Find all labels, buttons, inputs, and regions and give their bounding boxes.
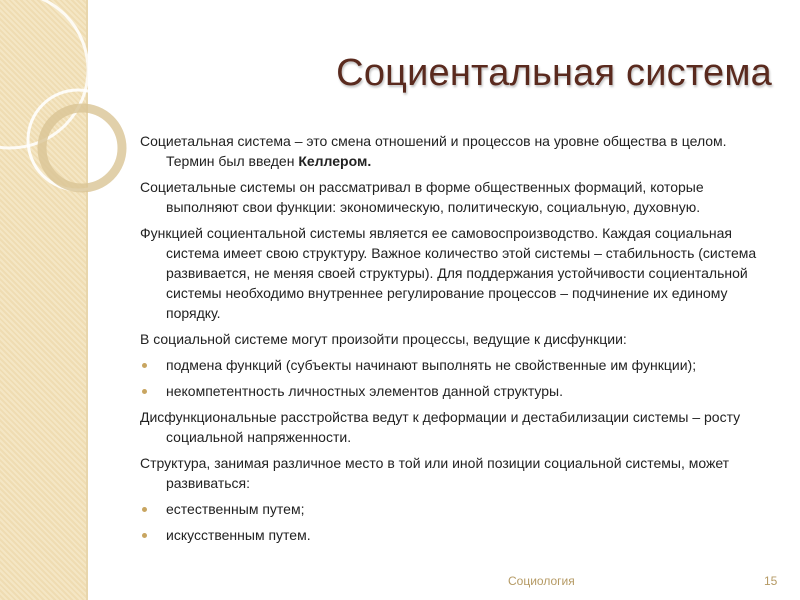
bullet-item bbox=[140, 525, 764, 545]
slide-content bbox=[140, 131, 764, 551]
bullet-text: искусственным путем. bbox=[166, 527, 311, 543]
bullet-item bbox=[140, 499, 764, 519]
paragraph: Структура, занимая различное место в той или иной позиции социальной системы, может развиваться: bbox=[140, 455, 730, 491]
paragraph: Социетальные системы он рассматривал в форме общественных формаций, которые выполняют свои функции: экономическую, политическую, социальную, духовную. bbox=[140, 179, 704, 215]
paragraph-text: Социетальная система – это смена отношений и процессов на уровне общества в целом. Термин был введен bbox=[140, 133, 727, 169]
bullet-icon bbox=[142, 507, 147, 512]
bullet-icon bbox=[142, 363, 147, 368]
paragraph: Дисфункциональные расстройства ведут к деформации и дестабилизации системы – росту социальной напряженности. bbox=[140, 409, 741, 445]
bullet-item bbox=[140, 355, 764, 375]
paragraph bbox=[140, 131, 764, 171]
bold-term: Келлером. bbox=[298, 153, 372, 169]
bullet-text: подмена функций (субъекты начинают выполнять не свойственные им функции); bbox=[166, 357, 697, 373]
bullet-text: некомпетентность личностных элементов данной структуры. bbox=[166, 383, 563, 399]
page-number: 15 bbox=[764, 574, 778, 588]
bullet-text: естественным путем; bbox=[166, 501, 305, 517]
footer-subject: Социология bbox=[508, 574, 575, 588]
bullet-icon bbox=[142, 533, 147, 538]
bullet-icon bbox=[142, 389, 147, 394]
paragraph: Функцией социентальной системы является ее самовоспроизводство. Каждая социальная система имеет свою структуру. Важное количество этой системы – стабильность (система развивается, не меняя своей структуры). Для поддержания устойчивости социентальной системы необходимо внутреннее регулирование процессов – подчинение их единому порядку. bbox=[140, 225, 757, 321]
slide-title: Социентальная система bbox=[336, 52, 772, 94]
paragraph: В социальной системе могут произойти процессы, ведущие к дисфункции: bbox=[140, 331, 627, 347]
bullet-item bbox=[140, 381, 764, 401]
